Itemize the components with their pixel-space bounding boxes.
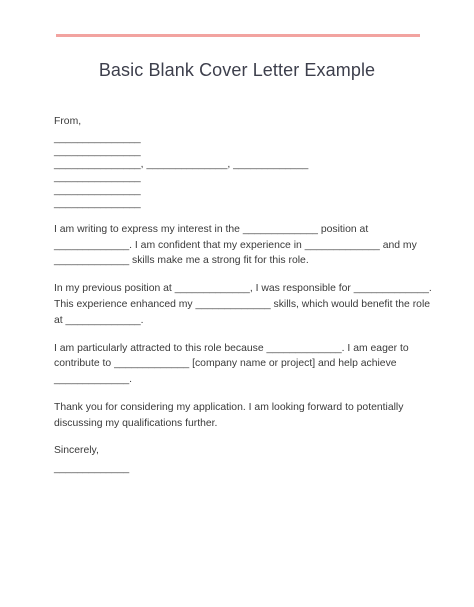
address-line: _______________ <box>54 132 141 144</box>
paragraph-line: In my previous position at _____________, I was responsible for _____________. <box>54 283 432 295</box>
address-line: _______________ <box>54 171 141 183</box>
paragraph-line: I am writing to express my interest in the _____________ position at <box>54 223 369 235</box>
address-line: _______________ <box>54 145 141 157</box>
paragraph-line: _____________. I am confident that my experience in _____________ and my <box>54 239 417 251</box>
paragraph-line: I am particularly attracted to this role because _____________. I am eager to <box>54 342 409 354</box>
paragraph-line: Thank you for considering my application. I am looking forward to potentially <box>54 401 404 413</box>
paragraph-line: at _____________. <box>54 314 144 326</box>
closing-salutation: Sincerely, <box>54 444 99 456</box>
address-line: _______________, ______________, _____________ <box>54 158 309 170</box>
paragraph-line: contribute to _____________ [company name or project] and help achieve <box>54 358 397 370</box>
address-line: _______________ <box>54 197 141 209</box>
address-block <box>54 132 424 210</box>
paragraph-thanks <box>54 400 424 432</box>
paragraph-line: This experience enhanced my _____________ skills, which would benefit the role <box>54 298 431 310</box>
paragraph-motivation <box>54 341 424 388</box>
paragraph-line: discussing my qualifications further. <box>54 417 218 429</box>
paragraph-interest <box>54 222 424 269</box>
signature-line: _____________ <box>54 463 130 475</box>
paragraph-line: _____________. <box>54 374 133 386</box>
paragraph-experience <box>54 281 432 328</box>
address-line: _______________ <box>54 184 141 196</box>
accent-bar <box>56 34 420 37</box>
letter-body <box>54 114 432 477</box>
from-label: From, <box>54 116 82 127</box>
document-title: Basic Blank Cover Letter Example <box>98 60 376 80</box>
paragraph-line: _____________ skills make me a strong fit for this role. <box>54 255 309 267</box>
